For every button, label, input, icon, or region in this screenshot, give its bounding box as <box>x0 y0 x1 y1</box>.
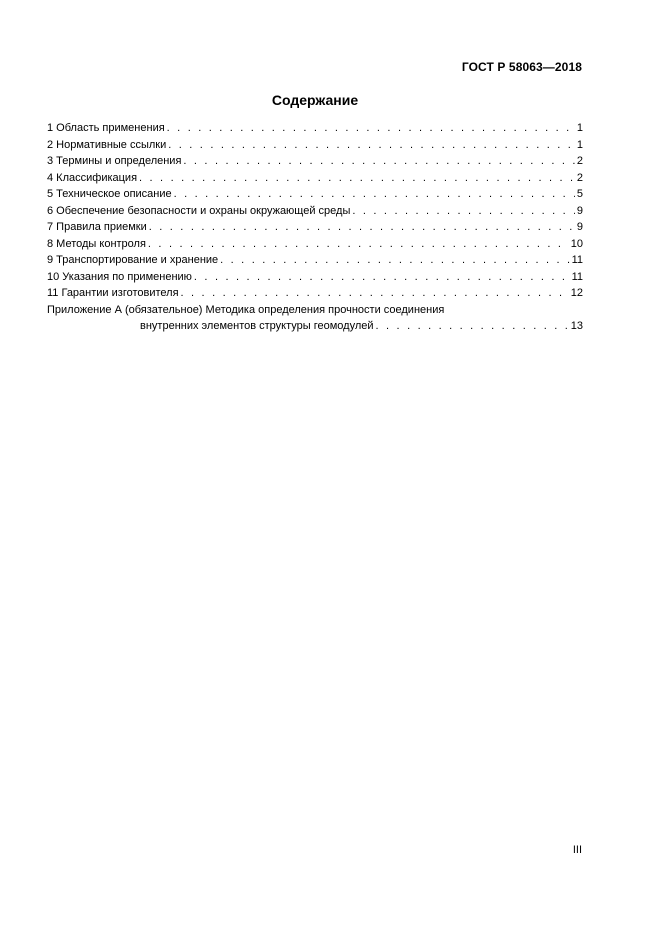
toc-entry-label: 2 Нормативные ссылки <box>47 138 167 151</box>
toc-leader-dots <box>183 153 574 170</box>
toc-entry-label: 10 Указания по применению <box>47 270 192 283</box>
toc-entry-label: 11 Гарантии изготовителя <box>47 287 179 299</box>
toc-appendix-page: 13 <box>570 319 583 332</box>
toc-entry-page: 12 <box>570 287 583 299</box>
toc-leader-dots <box>352 203 574 220</box>
toc-entry-label: 7 Правила приемки <box>47 221 147 233</box>
toc-entry-label: 4 Классификация <box>47 171 138 184</box>
toc-leader-dots <box>149 219 575 236</box>
toc-entry-page: 5 <box>576 188 583 200</box>
toc-entry[interactable] <box>47 137 583 154</box>
toc-title: Содержание <box>271 92 359 108</box>
toc-entry[interactable] <box>47 285 583 302</box>
toc-entry-label: 6 Обеспечение безопасности и охраны окружающей среды <box>47 204 351 217</box>
toc-entry-label: 3 Термины и определения <box>47 155 182 167</box>
toc-leader-dots <box>139 170 575 187</box>
toc-entry-page: 9 <box>576 204 583 217</box>
toc-leader-dots <box>181 285 569 302</box>
toc-entry[interactable] <box>47 219 583 236</box>
toc-entry-page: 11 <box>571 254 583 266</box>
toc-appendix-entry[interactable] <box>47 303 583 335</box>
toc-appendix-subtitle: внутренних элементов структуры геомодулей <box>140 319 374 332</box>
toc-leader-dots <box>174 186 575 203</box>
toc-entry-label: 5 Техническое описание <box>47 188 172 200</box>
table-of-contents <box>47 120 583 334</box>
toc-entry-label: 1 Область применения <box>47 122 165 134</box>
toc-leader-dots <box>194 269 570 286</box>
toc-entry[interactable] <box>47 236 583 253</box>
toc-entry[interactable] <box>47 269 583 286</box>
toc-leader-dots <box>167 120 575 137</box>
toc-entry[interactable] <box>47 120 583 137</box>
toc-entry-label: 8 Методы контроля <box>47 237 146 250</box>
toc-entry[interactable] <box>47 170 583 187</box>
toc-entry[interactable] <box>47 203 583 220</box>
toc-entry-page: 2 <box>576 155 583 167</box>
toc-entry-page: 1 <box>576 122 583 134</box>
toc-leader-dots <box>148 236 569 253</box>
toc-entry-page: 11 <box>571 270 583 283</box>
toc-entry-page: 9 <box>576 221 583 233</box>
toc-appendix-continuation <box>47 318 583 335</box>
toc-entry-page: 2 <box>576 171 583 184</box>
page-number: III <box>572 844 582 856</box>
toc-leader-dots <box>220 252 569 269</box>
toc-entry[interactable] <box>47 252 583 269</box>
toc-appendix-title: Приложение А (обязательное) Методика определения прочности соединения <box>47 303 445 316</box>
toc-leader-dots <box>168 137 575 154</box>
standard-code: ГОСТ Р 58063—2018 <box>461 60 582 74</box>
toc-entry-page: 1 <box>576 138 583 151</box>
toc-entry-label: 9 Транспортирование и хранение <box>47 254 219 266</box>
toc-leader-dots <box>376 318 569 335</box>
toc-entry-page: 10 <box>570 237 583 250</box>
toc-entry[interactable] <box>47 186 583 203</box>
toc-entry[interactable] <box>47 153 583 170</box>
